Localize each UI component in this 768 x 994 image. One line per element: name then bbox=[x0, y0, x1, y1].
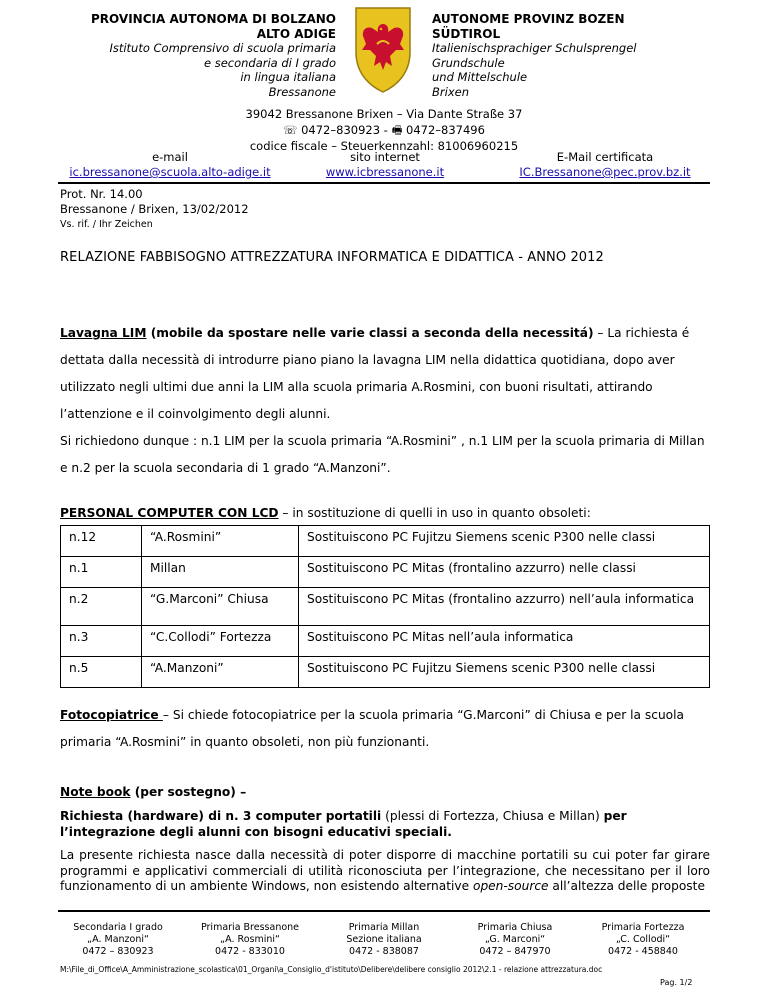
footer-school-type: Primaria Chiusa bbox=[477, 922, 553, 933]
file-path: M:\File_di_Office\A_Amministrazione_scolastica\01_Organi\a_Consiglio_d'istituto\Delibere\delibere consiglio 2012\2.1 - relazione attrezzatura.doc bbox=[60, 965, 603, 974]
pc-school-cell: “C.Collodi” Fortezza bbox=[142, 626, 299, 657]
pc-table bbox=[60, 525, 710, 688]
footer-school-manzoni bbox=[58, 922, 178, 958]
pc-quantity-cell: n.12 bbox=[61, 526, 142, 557]
pc-description-cell: Sostituiscono PC Fujitzu Siemens scenic P300 nelle classi bbox=[299, 526, 710, 557]
footer-divider bbox=[58, 910, 710, 912]
notebook-body-part1: La presente richiesta nasce dalla necessità di poter disporre di macchine portatili su cui poter far girare programmi e applicativi commerciali di utilità riconosciuta per l’integrazione, che necessitano per il loro funzionamento di un ambiente Windows, non esistendo alternative bbox=[60, 848, 710, 893]
fax-icon: 🖷 bbox=[391, 123, 403, 137]
footer-school-type: Primaria Millan bbox=[348, 922, 420, 933]
photocopier-text: – Si chiede fotocopiatrice per la scuola primaria “G.Marconi” di Chiusa e per la scuola primaria “A.Rosmini” in quanto obsoleti, non più funzionanti. bbox=[60, 708, 684, 749]
pc-quantity-cell: n.2 bbox=[61, 588, 142, 626]
footer-school-phone: 0472 - 833010 bbox=[215, 946, 285, 957]
institute-de-line2: Grundschule bbox=[432, 55, 505, 70]
document-title: RELAZIONE FABBISOGNO ATTREZZATURA INFORMATICA E DIDATTICA - ANNO 2012 bbox=[60, 250, 604, 265]
notebook-body bbox=[60, 848, 710, 895]
notebook-heading: Note book bbox=[60, 785, 131, 799]
site-label: sito internet bbox=[350, 150, 420, 164]
tyrol-eagle-crest-icon bbox=[352, 4, 414, 94]
institute-line4: Bressanone bbox=[268, 84, 336, 99]
pc-quantity-cell: n.3 bbox=[61, 626, 142, 657]
pc-description-cell: Sostituiscono PC Fujitzu Siemens scenic P300 nelle classi bbox=[299, 657, 710, 688]
pc-heading: PERSONAL COMPUTER CON LCD bbox=[60, 506, 279, 520]
footer-school-collodi bbox=[583, 922, 703, 958]
address-line: 39042 Bressanone Brixen – Via Dante Straße 37 bbox=[245, 107, 523, 121]
protocol-block bbox=[60, 187, 249, 232]
lim-section bbox=[60, 320, 710, 428]
header-right-block bbox=[432, 12, 722, 99]
pc-school-cell: “G.Marconi” Chiusa bbox=[142, 588, 299, 626]
header-divider bbox=[58, 182, 710, 184]
province-subtitle-it: ALTO ADIGE bbox=[256, 26, 336, 41]
institute-line3: in lingua italiana bbox=[240, 70, 336, 84]
footer-school-phone: 0472 - 458840 bbox=[608, 946, 678, 957]
footer-school-name: Sezione italiana bbox=[346, 934, 422, 945]
footer-school-type: Primaria Fortezza bbox=[601, 922, 685, 933]
photocopier-heading: Fotocopiatrice bbox=[60, 708, 163, 722]
province-title-it: PROVINCIA AUTONOMA DI BOLZANO bbox=[91, 12, 336, 26]
notebook-body-part2: all’altezza delle proposte bbox=[548, 879, 705, 893]
institute-de-line4: Brixen bbox=[432, 84, 469, 99]
pc-description-cell: Sostituiscono PC Mitas nell’aula informatica bbox=[299, 626, 710, 657]
pc-table-row bbox=[61, 557, 710, 588]
institute-de-line3: und Mittelschule bbox=[432, 70, 528, 84]
lim-text: – La richiesta é dettata dalla necessità di introdurre piano piano la lavagna LIM nella didattica quotidiana, dopo aver utilizzato negli ultimi due anni la LIM alla scuola primaria A.Rosmini, con buoni risultati, attirando l’attenzione e il coinvolgimento degli alunni. bbox=[60, 326, 690, 421]
protocol-number: Prot. Nr. 14.00 bbox=[60, 187, 143, 201]
province-subtitle-de: SÜDTIROL bbox=[432, 26, 501, 41]
reference-label: Vs. rif. / Ihr Zeichen bbox=[60, 219, 153, 230]
phone-number: 0472–830923 bbox=[301, 123, 381, 137]
footer-school-marconi bbox=[455, 922, 575, 958]
notebook-request-bold1: Richiesta (hardware) di n. 3 computer portatili bbox=[60, 809, 382, 823]
notebook-heading-line bbox=[60, 784, 710, 800]
pc-description-cell: Sostituiscono PC Mitas (frontalino azzurro) nell’aula informatica bbox=[299, 588, 710, 626]
pec-link[interactable]: IC.Bressanone@pec.prov.bz.it bbox=[519, 165, 691, 179]
footer-school-millan bbox=[324, 922, 444, 958]
institute-de-line1: Italienischsprachiger Schulsprengel bbox=[432, 41, 637, 55]
footer-school-phone: 0472 – 847970 bbox=[479, 946, 551, 957]
pc-table-row bbox=[61, 657, 710, 688]
lim-request: Si richiedono dunque : n.1 LIM per la scuola primaria “A.Rosmini” , n.1 LIM per la scuola primaria di Millan e n.2 per la scuola secondaria di 1 grado “A.Manzoni”. bbox=[60, 434, 705, 475]
footer-school-name: „G. Marconi“ bbox=[484, 934, 546, 945]
phone-fax-separator: - bbox=[380, 123, 392, 137]
notebook-request bbox=[60, 808, 710, 840]
notebook-body-italic: open-source bbox=[472, 879, 549, 893]
pc-quantity-cell: n.1 bbox=[61, 557, 142, 588]
lim-heading-note: (mobile da spostare nelle varie classi a seconda della necessitá) bbox=[146, 326, 594, 340]
email-label: e-mail bbox=[152, 150, 188, 164]
phone-fax-line bbox=[0, 122, 768, 138]
phone-icon: ☏ bbox=[283, 123, 298, 137]
photocopier-section bbox=[60, 702, 710, 756]
page-number: Pag. 1/2 bbox=[660, 978, 693, 987]
fiscal-code: codice fiscale – Steuerkennzahl: 81006960215 bbox=[249, 139, 519, 153]
footer-school-name: „A. Manzoni“ bbox=[87, 934, 149, 945]
notebook-request-plessi: (plessi di Fortezza, Chiusa e Millan) bbox=[381, 809, 604, 823]
pc-quantity-cell: n.5 bbox=[61, 657, 142, 688]
email-link[interactable]: ic.bressanone@scuola.alto-adige.it bbox=[69, 165, 271, 179]
pc-heading-note: – in sostituzione di quelli in uso in quanto obsoleti: bbox=[278, 506, 591, 520]
province-title-de: AUTONOME PROVINZ BOZEN bbox=[432, 12, 625, 26]
pec-label: E-Mail certificata bbox=[556, 150, 654, 164]
fax-number: 0472–837496 bbox=[406, 123, 485, 137]
pc-description-cell: Sostituiscono PC Mitas (frontalino azzurro) nelle classi bbox=[299, 557, 710, 588]
site-link[interactable]: www.icbressanone.it bbox=[325, 165, 445, 179]
pc-table-row bbox=[61, 526, 710, 557]
footer-school-rosmini bbox=[190, 922, 310, 958]
pc-section-heading bbox=[60, 505, 710, 521]
pc-school-cell: “A.Manzoni” bbox=[142, 657, 299, 688]
footer-school-phone: 0472 – 830923 bbox=[82, 946, 154, 957]
pc-table-row bbox=[61, 626, 710, 657]
lim-heading: Lavagna LIM bbox=[60, 326, 147, 340]
pc-school-cell: “A.Rosmini” bbox=[142, 526, 299, 557]
footer-school-type: Primaria Bressanone bbox=[200, 922, 300, 933]
institute-line1: Istituto Comprensivo di scuola primaria bbox=[109, 41, 336, 55]
place-date: Bressanone / Brixen, 13/02/2012 bbox=[60, 202, 249, 216]
footer-school-name: „C. Collodi“ bbox=[615, 934, 671, 945]
notebook-request-bold2: per l’integrazione degli alunni con bisogni educativi speciali. bbox=[60, 809, 627, 839]
pc-table-row bbox=[61, 588, 710, 626]
footer-school-phone: 0472 - 838087 bbox=[349, 946, 419, 957]
footer-school-type: Secondaria I grado bbox=[73, 922, 163, 933]
notebook-heading-note: (per sostegno) – bbox=[130, 785, 247, 799]
header-left-block bbox=[60, 12, 336, 99]
institute-line2: e secondaria di I grado bbox=[203, 55, 336, 70]
pc-school-cell: Millan bbox=[142, 557, 299, 588]
footer-school-name: „A. Rosmini“ bbox=[220, 934, 280, 945]
